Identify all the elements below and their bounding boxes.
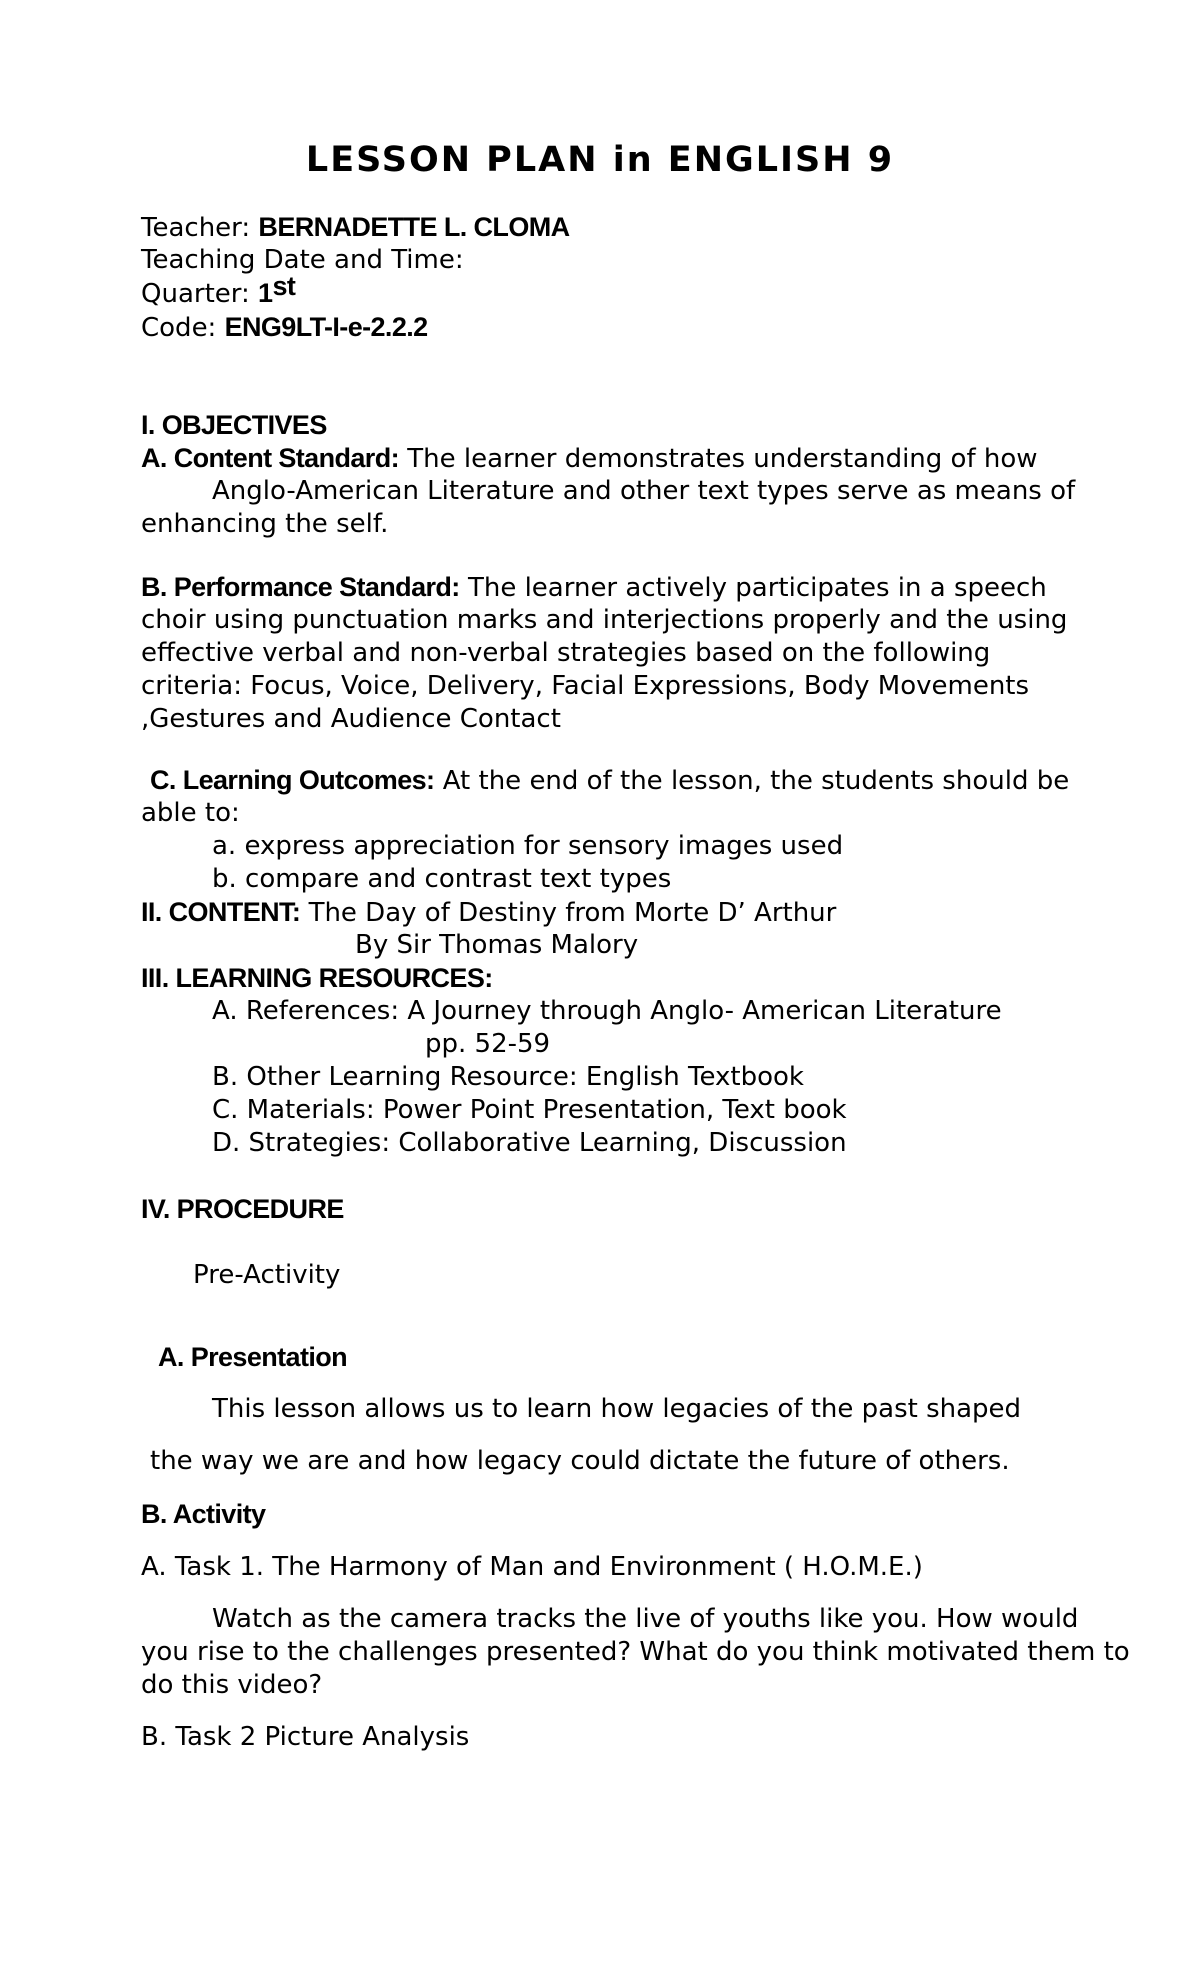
teacher-name: BERNADETTE L. CLOMA [258, 212, 570, 242]
performance-standard-line2: choir using punctuation marks and interjections properly and the using [141, 605, 1068, 635]
task1-line1: Watch as the camera tracks the live of youths like you. How would [212, 1604, 1079, 1634]
quarter-suffix: st [272, 271, 296, 301]
code-line [141, 311, 428, 345]
resource-a-line2: pp. 52-59 [425, 1029, 551, 1059]
performance-standard-line4: criteria: Focus, Voice, Delivery, Facial Expressions, Body Movements [141, 671, 1030, 701]
resources-heading: III. LEARNING RESOURCES: [141, 963, 493, 993]
teacher-line [141, 211, 570, 245]
activity-heading: B. Activity [141, 1499, 266, 1529]
content-label: II. CONTENT: [141, 897, 301, 927]
content-line [141, 896, 836, 930]
code-label: Code: [141, 313, 217, 343]
content-standard-line3: enhancing the self. [141, 509, 389, 539]
content-standard-text1: The learner demonstrates understanding of how [407, 444, 1038, 474]
content-standard-line2: Anglo-American Literature and other text types serve as means of [212, 476, 1076, 506]
procedure-heading: IV. PROCEDURE [141, 1194, 344, 1224]
resource-c: C. Materials: Power Point Presentation, Text book [212, 1095, 847, 1125]
resource-d: D. Strategies: Collaborative Learning, Discussion [212, 1128, 847, 1158]
performance-standard-label: B. Performance Standard: [141, 572, 460, 602]
performance-standard-line5: ,Gestures and Audience Contact [141, 704, 561, 734]
presentation-heading: A. Presentation [158, 1342, 348, 1372]
content-standard-label: A. Content Standard: [141, 443, 399, 473]
learning-outcome-a: a. express appreciation for sensory images used [212, 831, 844, 861]
learning-outcomes-line1 [150, 764, 1069, 798]
quarter-value: 1 [258, 278, 273, 308]
learning-outcomes-line2: able to: [141, 798, 240, 828]
performance-standard-text1: The learner actively participates in a speech [467, 573, 1047, 603]
learning-outcome-b: b. compare and contrast text types [212, 864, 672, 894]
presentation-line2: the way we are and how legacy could dictate the future of others. [150, 1446, 1010, 1476]
teacher-label: Teacher: [141, 213, 251, 243]
objectives-heading: I. OBJECTIVES [141, 410, 327, 440]
teaching-date-label: Teaching Date and Time: [141, 245, 464, 275]
content-standard-line1 [141, 442, 1038, 476]
presentation-line1: This lesson allows us to learn how legacies of the past shaped [212, 1394, 1022, 1424]
resource-a-line1: A. References: A Journey through Anglo- American Literature [212, 996, 1002, 1026]
performance-standard-line1 [141, 571, 1047, 605]
task1-line3: do this video? [141, 1670, 323, 1700]
resource-b: B. Other Learning Resource: English Textbook [212, 1062, 804, 1092]
task1-title: A. Task 1. The Harmony of Man and Environment ( H.O.M.E.) [141, 1552, 923, 1582]
content-author: By Sir Thomas Malory [355, 930, 639, 960]
task1-line2: you rise to the challenges presented? What do you think motivated them to [141, 1637, 1130, 1667]
pre-activity-label: Pre-Activity [193, 1260, 341, 1290]
learning-outcomes-label: C. Learning Outcomes: [150, 765, 435, 795]
learning-outcomes-text1: At the end of the lesson, the students should be [442, 766, 1070, 796]
quarter-line [141, 271, 296, 311]
code-value: ENG9LT-I-e-2.2.2 [224, 312, 428, 342]
performance-standard-line3: effective verbal and non-verbal strategies based on the following [141, 638, 991, 668]
document-title: LESSON PLAN in ENGLISH 9 [305, 140, 895, 180]
content-title: The Day of Destiny from Morte D’ Arthur [308, 898, 837, 928]
quarter-label: Quarter: [141, 279, 250, 309]
task2-title: B. Task 2 Picture Analysis [141, 1722, 470, 1752]
